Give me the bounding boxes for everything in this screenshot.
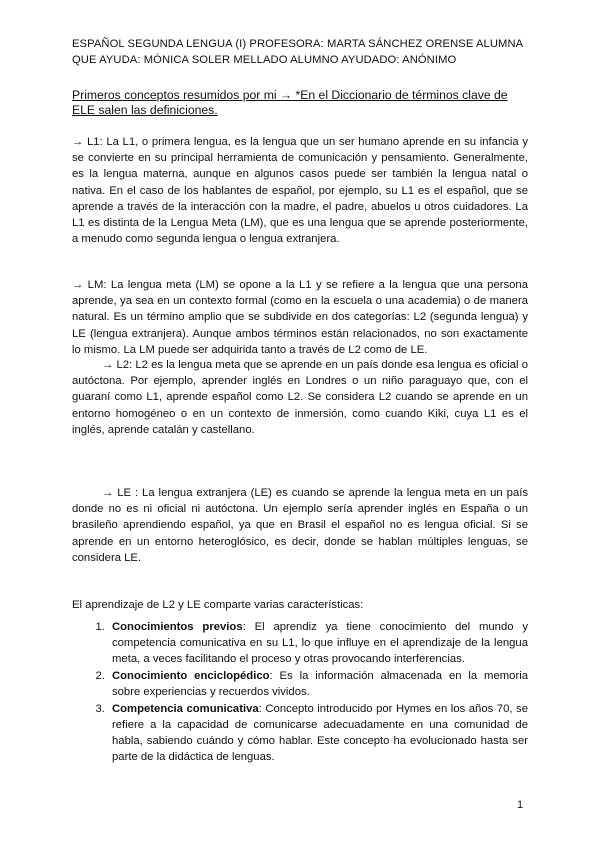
document-header xyxy=(72,36,532,68)
paragraph-lm: → LM: La lengua meta (LM) se opone a la L1 y se refiere a la lengua que una persona aprende, ya sea en un contexto formal (como en la escuela o una academia) o de manera natural. Es un término amplio que se subdivide en dos categorías: L2 (segunda lengua) y LE (lengua extranjera). Aunque ambos términos están relacionados, no son exactamente lo mismo. La LM puede ser adquirida tanto a través de L2 como de LE. xyxy=(72,279,528,356)
list-item xyxy=(108,668,528,700)
list-item-text: : El aprendiz ya tiene conocimiento del mundo y competencia comunicativa en su L1, lo que influye en el aprendizaje de la lengua meta, a veces facilitando el proceso y otras provocando interferencias. xyxy=(112,621,528,665)
list-intro: El aprendizaje de L2 y LE comparte varias características: xyxy=(72,599,364,611)
list-item-term: Competencia comunicativa xyxy=(112,703,259,715)
paragraph-l2: → L2: L2 es la lengua meta que se aprende en un país donde esa lengua es oficial o autóctona. Por ejemplo, aprender inglés en Londres o un niño paraguayo que, con el guaraní como L1, aprende español como L2. Se considera L2 cuando se aprende en un entorno homogéneo o en un contexto de inmersión, como cuando Kiki, cuya L1 es el inglés, aprende catalán y castellano. xyxy=(72,359,528,436)
page-number: 1 xyxy=(517,799,524,811)
list-item xyxy=(108,701,528,765)
section-title: Primeros conceptos resumidos por mi → *En el Diccionario de términos clave de ELE salen las definiciones. xyxy=(72,88,508,117)
list-item-term: Conocimiento enciclopédico xyxy=(112,670,270,682)
paragraph-l1: → L1: La L1, o primera lengua, es la lengua que un ser humano aprende en su infancia y se convierte en su principal herramienta de comunicación y pensamiento. Generalmente, es la lengua materna, aunque en algunos casos puede ser también la lengua natal o nativa. En el caso de los hablantes de español, por ejemplo, su L1 es el español, que se aprende a través de la interacción con la madre, el padre, abuelos u otros cuidadores. La L1 es distinta de la Lengua Meta (LM), que es una lengua que se aprende posteriormente, a menudo como segunda lengua o lengua extranjera. xyxy=(72,136,528,246)
list-item-text: : Concepto introducido por Hymes en los años 70, se refiere a la capacidad de comunicarse adecuadamente en una comunidad de habla, sabiendo cuándo y cómo hablar. Este concepto ha evolucionado hasta ser parte de la didáctica de lenguas. xyxy=(112,703,528,763)
characteristics-list xyxy=(72,619,528,766)
list-item-text: : Es la información almacenada en la memoria sobre experiencias y recuerdos vividos. xyxy=(112,670,528,698)
paragraph-le: → LE : La lengua extranjera (LE) es cuando se aprende la lengua meta en un país donde no es ni oficial ni autóctona. Un ejemplo sería aprender inglés en España o un brasileño aprendiendo español, ya que en Brasil el español no es lengua oficial. Si se aprende en un entorno heteroglósico, es decir, donde se hablan múltiples lenguas, se considera LE. xyxy=(72,487,528,564)
header-line-2: QUE AYUDA: MÓNICA SOLER MELLADO ALUMNO AYUDADO: ANÓNIMO xyxy=(72,54,457,66)
list-item xyxy=(108,619,528,667)
list-item-term: Conocimientos previos xyxy=(112,621,243,633)
header-line-1: ESPAÑOL SEGUNDA LENGUA (I) PROFESORA: MARTA SÁNCHEZ ORENSE ALUMNA xyxy=(72,38,524,50)
